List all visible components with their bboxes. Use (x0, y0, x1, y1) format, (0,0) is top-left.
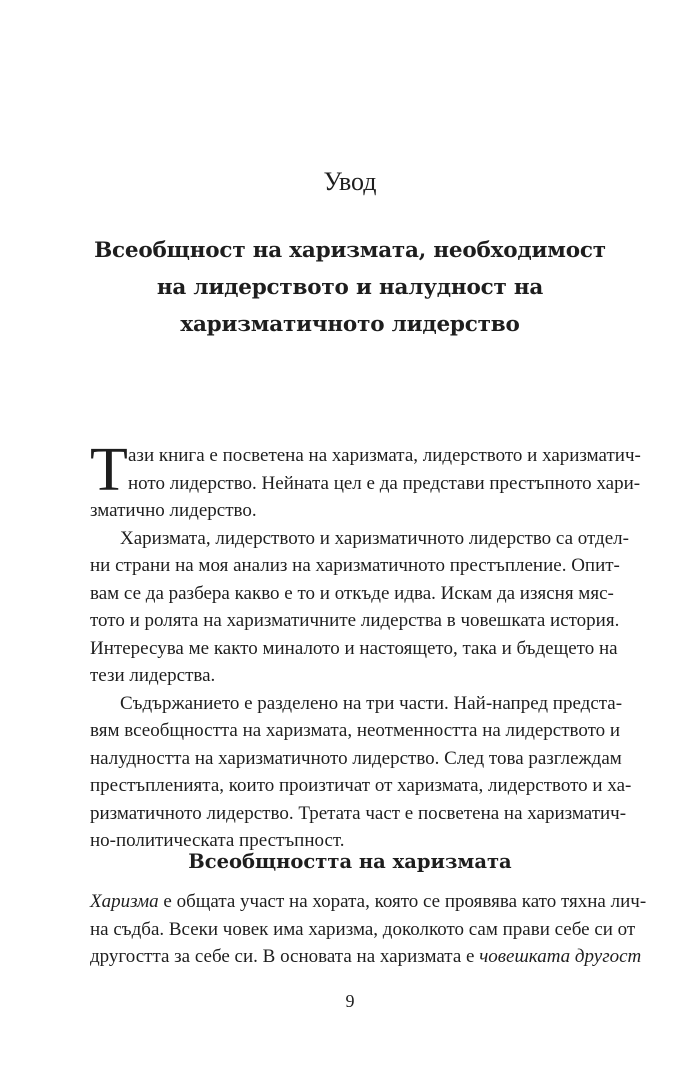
text-line: Интересува ме както миналото и настоящето, така и бъдещето на (90, 637, 618, 659)
chapter-title-line: харизматичното лидерство (180, 312, 520, 337)
intro-text (90, 436, 641, 855)
text-line: ризматичното лидерство. Третата част е посветена на харизматич- (90, 802, 627, 824)
chapter-title (60, 232, 640, 343)
text-line (90, 888, 647, 916)
drop-cap: Т (90, 436, 128, 504)
text-line: на съдба. Всеки човек има харизма, доколкото сам прави себе си от (90, 918, 636, 940)
italic-term: човешката другост (479, 946, 642, 967)
text-line: ази книга е посветена на харизмата, лидерството и харизматич- (128, 445, 641, 466)
text-line: вам се да разбера какво е то и откъде идва. Искам да изясня мяс- (90, 582, 614, 604)
text-line: ни страни на моя анализ на харизматичното престъпление. Опит- (90, 555, 620, 576)
section-label: Увод (323, 167, 377, 196)
section-heading: Всеобщността на харизмата (188, 850, 512, 873)
text-line: тото и ролята на харизматичните лидерства в човешката история. (90, 610, 620, 631)
text-line: Съдържанието е разделено на три части. Най-напред предста- (120, 692, 623, 714)
text-fragment: другостта за себе си. В основата на харизмата е (90, 946, 480, 967)
section-text (90, 888, 647, 971)
chapter-title-line: Всеобщност на харизмата, необходимост (94, 238, 606, 263)
text-line: налудността на харизматичното лидерство. След това разглеждам (90, 747, 622, 769)
text-line: престъпленията, които произтичат от харизмата, лидерството и ха- (90, 775, 632, 796)
paragraph-2 (90, 525, 629, 690)
text-fragment: е общата участ на хората, която се проявява като тяхна лич- (158, 891, 647, 912)
paragraph-1 (90, 436, 641, 525)
text-line: Харизмата, лидерството и харизматичното лидерство са отдел- (120, 527, 629, 549)
text-line: ното лидерство. Нейната цел е да представи престъпното хари- (128, 472, 641, 494)
chapter-title-line: на лидерството и налудност на (156, 275, 544, 300)
paragraph-3 (90, 690, 632, 855)
italic-term: Харизма (90, 891, 159, 912)
page-number: 9 (345, 991, 355, 1011)
text-line: но-политическата престъпност. (90, 830, 345, 851)
text-line: вям всеобщността на харизмата, неотменността на лидерството и (90, 720, 621, 741)
text-line: тези лидерства. (90, 665, 216, 686)
text-line (90, 943, 642, 971)
text-line: зматично лидерство. (90, 500, 257, 521)
